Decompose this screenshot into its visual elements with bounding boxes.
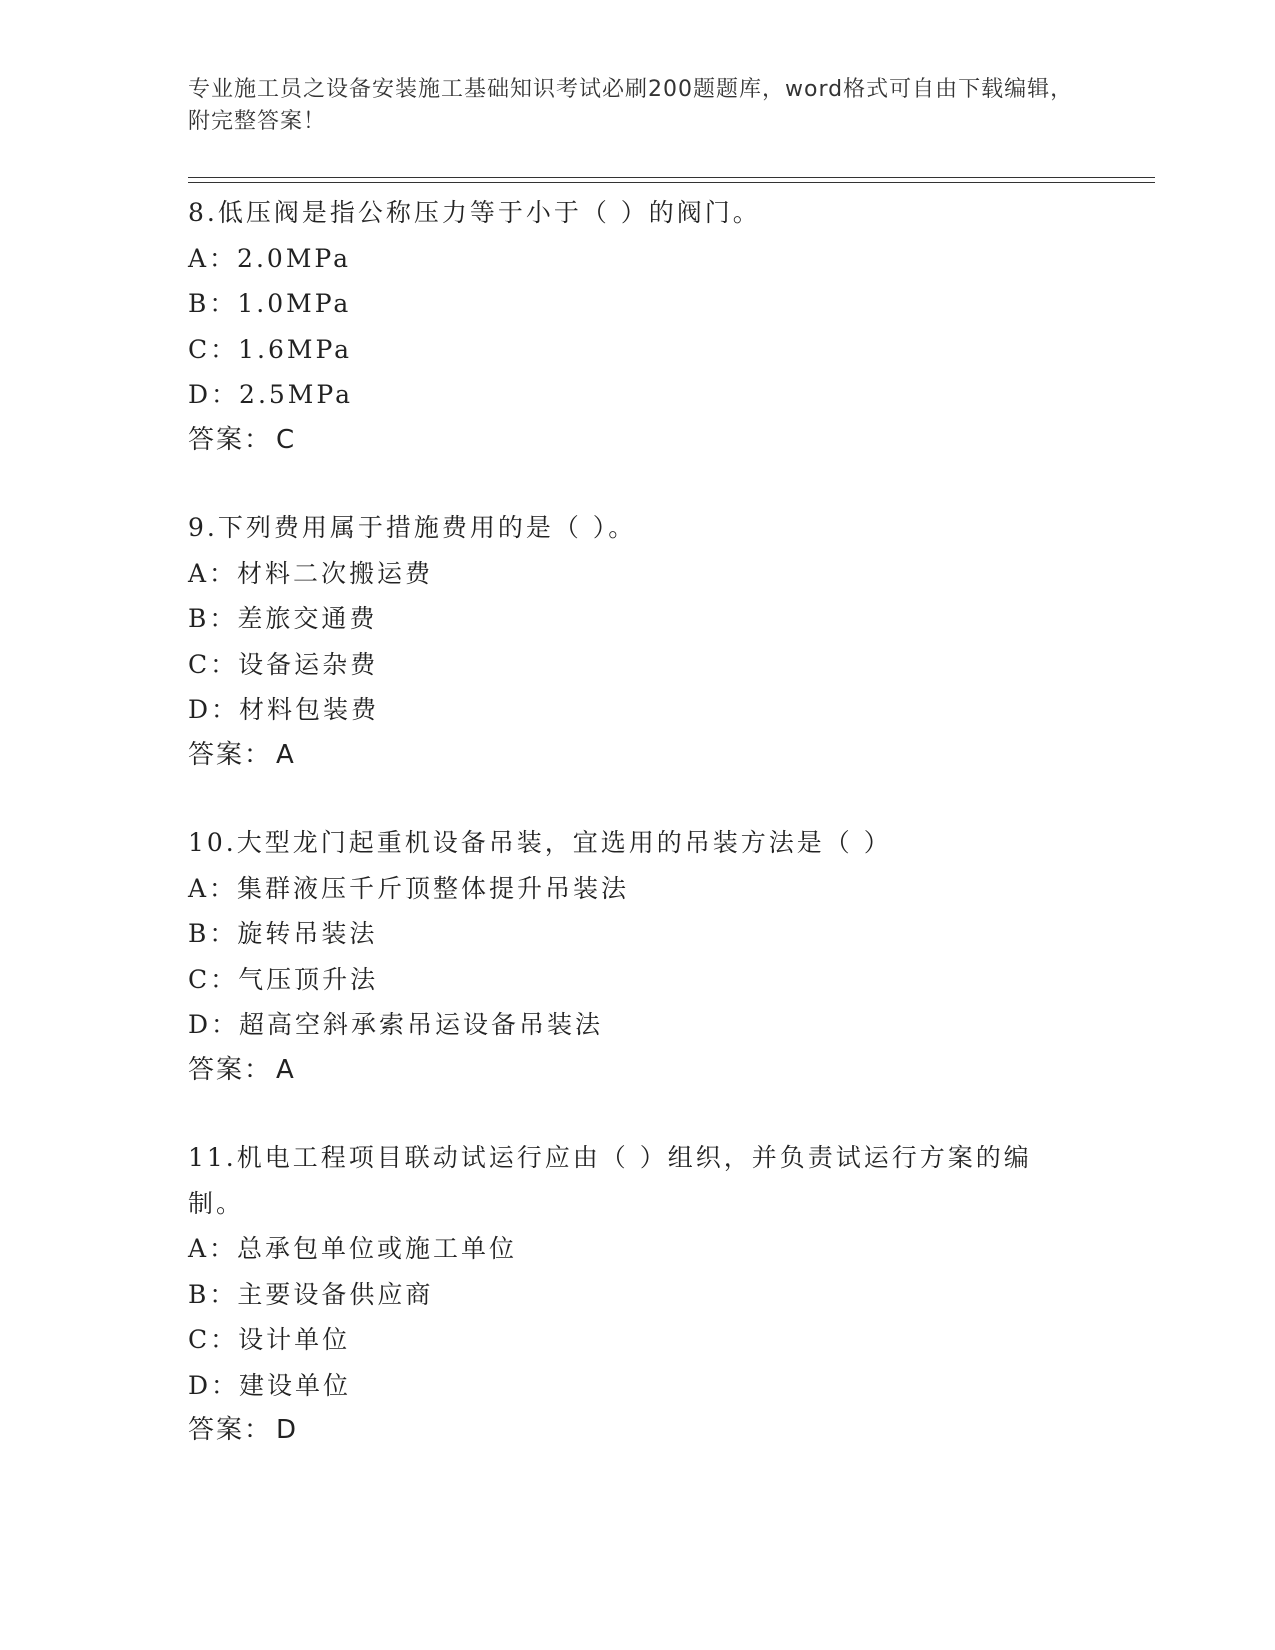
header-divider-top	[188, 177, 1155, 178]
answer	[188, 1048, 1148, 1094]
answer-value: A	[276, 1054, 296, 1085]
option-c: C：气压顶升法	[188, 964, 379, 994]
option-d: D：超高空斜承索吊运设备吊装法	[188, 1010, 604, 1039]
option-b: B：旋转吊装法	[188, 919, 378, 948]
answer	[188, 733, 1148, 779]
answer-label: 答案：	[188, 1054, 273, 1085]
question-list	[188, 190, 1148, 1496]
answer-value: C	[276, 424, 297, 455]
answer-value: A	[276, 739, 296, 770]
option-c: C：设计单位	[188, 1325, 351, 1354]
answer-label: 答案：	[188, 424, 273, 455]
answer	[188, 1408, 1148, 1454]
option-c: C：1.6MPa	[188, 334, 353, 364]
option-d: D：建设单位	[188, 1370, 352, 1400]
option-a: A：集群液压千斤顶整体提升吊装法	[188, 873, 630, 903]
question-stem: 8.低压阀是指公称压力等于小于（ ）的阀门。	[188, 198, 761, 227]
document-header: 专业施工员之设备安装施工基础知识考试必刷200题题库，word格式可自由下载编辑，附完整答案！	[188, 77, 1074, 134]
question-9	[188, 505, 1148, 778]
question-10	[188, 820, 1148, 1093]
question-stem: 11.机电工程项目联动试运行应由（ ）组织，并负责试运行方案的编制。	[188, 1143, 1032, 1218]
option-b: B：1.0MPa	[188, 289, 352, 318]
option-b: B：主要设备供应商	[188, 1279, 434, 1309]
question-stem: 9.下列费用属于措施费用的是（ ）。	[188, 513, 637, 542]
option-a: A：总承包单位或施工单位	[188, 1234, 518, 1263]
option-d: D：2.5MPa	[188, 380, 354, 409]
option-c: C：设备运杂费	[188, 649, 379, 679]
question-stem: 10.大型龙门起重机设备吊装，宜选用的吊装方法是（ ）	[188, 828, 892, 857]
option-d: D：材料包装费	[188, 695, 380, 724]
answer-value: D	[276, 1415, 299, 1445]
answer-label: 答案：	[188, 739, 273, 770]
question-8	[188, 190, 1148, 463]
option-a: A：材料二次搬运费	[188, 558, 434, 588]
header-divider-bottom	[188, 182, 1155, 183]
answer	[188, 418, 1148, 464]
question-11	[188, 1135, 1148, 1454]
option-b: B：差旅交通费	[188, 604, 378, 633]
option-a: A：2.0MPa	[188, 243, 352, 273]
answer-label: 答案：	[188, 1415, 273, 1445]
